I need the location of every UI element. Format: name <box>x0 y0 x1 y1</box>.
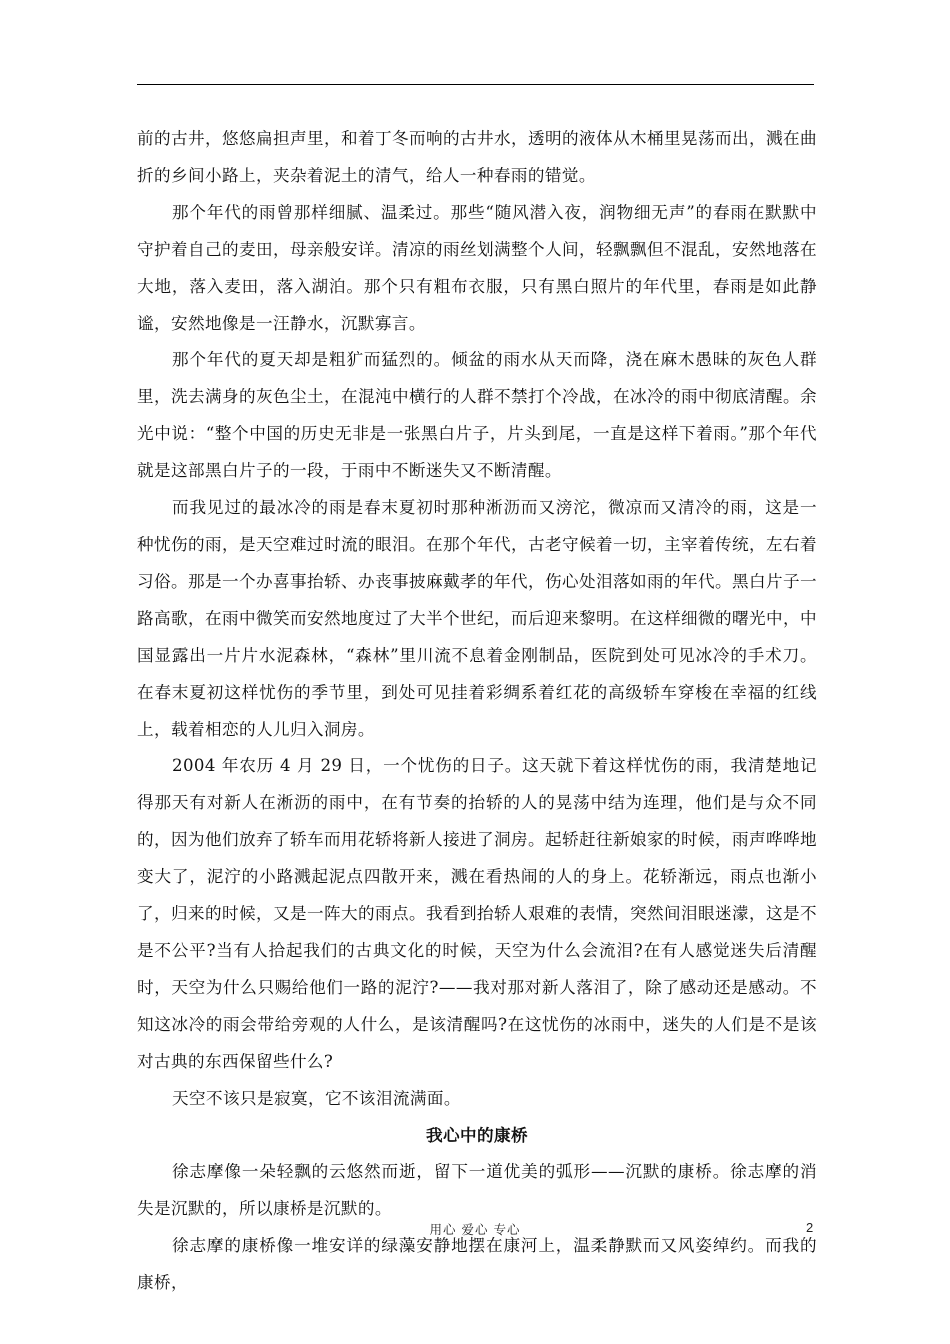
paragraph: 天空不该只是寂寞，它不该泪流满面。 <box>172 1088 461 1108</box>
paragraph-continued: 前的古井，悠悠扁担声里，和着丁冬而响的古井水，透明的液体从木桶里晃荡而出，溅在曲折的乡间小路上，夹杂着泥土的清气，给人一种春雨的错觉。 <box>137 129 817 185</box>
section-title: 我心中的康桥 <box>426 1125 528 1146</box>
paragraph: 徐志摩的康桥像一堆安详的绿藻安静地摆在康河上，温柔静默而又风姿绰约。而我的康桥， <box>137 1236 817 1293</box>
header-rule <box>137 84 814 85</box>
paragraph: 而我见过的最冰冷的雨是春末夏初时那种淅沥而又滂沱，微凉而又清冷的雨，这是一种忧伤的雨，是天空难过时流的眼泪。在那个年代，古老守候着一切，主宰着传统，左右着习俗。那是一个办喜事抬轿、办丧事披麻戴孝的年代，伤心处泪落如雨的年代。黑白片子一路高歌，在雨中微笑而安然地度过了大半个世纪，而后迎来黎明。在这样细微的曙光中，中国显露出一片片水泥森林，“森林”里川流不息着金刚制品，医院到处可见冰冷的手术刀。在春末夏初这样忧伤的季节里，到处可见挂着彩绸系着红花的高级轿车穿梭在幸福的红线上，载着相恋的人儿归入洞房。 <box>137 498 817 739</box>
paragraph: 那个年代的雨曾那样细腻、温柔过。那些“随风潜入夜，润物细无声”的春雨在默默中守护着自己的麦田，母亲般安详。清凉的雨丝划满整个人间，轻飘飘但不混乱，安然地落在大地，落入麦田，落入湖泊。那个只有粗布衣服，只有黑白照片的年代里，春雨是如此静谧，安然地像是一汪静水，沉默寡言。 <box>137 202 817 333</box>
footer-motto: 用心 爱心 专心 <box>429 1222 521 1237</box>
paragraph: 2004 年农历 4 月 29 日，一个忧伤的日子。这天就下着这样忧伤的雨，我清楚地记得那天有对新人在淅沥的雨中，在有节奏的抬轿的人的晃荡中结为连理，他们是与众不同的，因为他们放弃了轿车而用花轿将新人接进了洞房。起轿赶往新娘家的时候，雨声哗哗地变大了，泥泞的小路溅起泥点四散开来，溅在看热闹的人的身上。花轿渐远，雨点也渐小了，归来的时候，又是一阵大的雨点。我看到抬轿人艰难的表情，突然间泪眼迷濛，这是不是不公平?当有人拾起我们的古典文化的时候，天空为什么会流泪?在有人感觉迷失后清醒时，天空为什么只赐给他们一路的泥泞?——我对那对新人落泪了，除了感动还是感动。不知这冰冷的雨会带给旁观的人什么，是该清醒吗?在这忧伤的冰雨中，迷失的人们是不是该对古典的东西保留些什么? <box>137 756 817 1071</box>
paragraph: 那个年代的夏天却是粗犷而猛烈的。倾盆的雨水从天而降，浇在麻木愚昧的灰色人群里，洗去满身的灰色尘土，在混沌中横行的人群不禁打个冷战，在冰冷的雨中彻底清醒。余光中说：“整个中国的历史无非是一张黑白片子，片头到尾，一直是这样下着雨。”那个年代就是这部黑白片子的一段，于雨中不断迷失又不断清醒。 <box>137 350 817 481</box>
page-number: 2 <box>806 1220 814 1235</box>
paragraph: 徐志摩像一朵轻飘的云悠然而逝，留下一道优美的弧形——沉默的康桥。徐志摩的消失是沉默的，所以康桥是沉默的。 <box>137 1162 817 1219</box>
document-body <box>137 121 817 1302</box>
